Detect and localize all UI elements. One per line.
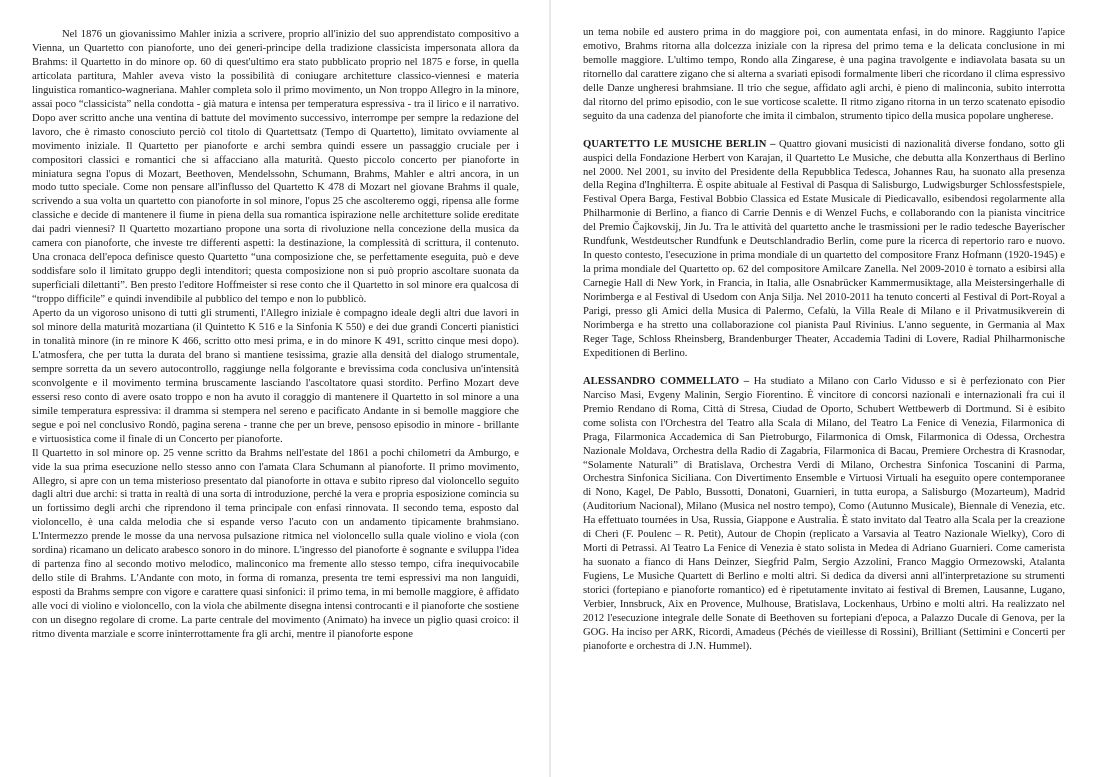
bio-quartetto-le-musiche bbox=[583, 138, 1065, 361]
paragraph-mahler-quartet: Nel 1876 un giovanissimo Mahler inizia a scrivere, proprio all'inizio del suo apprendistato compositivo a Vienna, un Quartetto con pianoforte, uno dei generi-principe della tradizione classicista impersonata allora da Brahms: il Quartetto in do minore op. 60 di quest'ultimo era stato pubblicato proprio nel 1875 e forse, in quella articolata partitura, Mahler aveva visto la possibilità di coniugare architetture classico-viennesi e materia linguistica romantico-wagneriana. Mahler completa solo il primo movimento, un Non troppo Allegro in la minore, assai poco “classicista” nella condotta - già matura e intensa per temperatura espressiva - tra il lirico e il narrativo. Dopo aver scritto anche una ventina di battute del movimento successivo, interrompe per sempre la redazione del lavoro, che è rimasto conosciuto perciò col titolo di Quartettsatz (Tempo di Quartetto), limitato ovviamente al movimento iniziale. Il Quartetto per pianoforte e archi sembra quindi essere un passaggio cruciale per i compositori classici e romantici che si affacciano alla maturità. Questo piccolo concerto per pianoforte in miniatura segna l'opus di Mozart, Beethoven, Mendelssohn, Schumann, Brahms, Mahler e altri ancora, in un modo tutto speciale. Come non pensare all'influsso del Quartetto K 478 di Mozart nel giovane Brahms il quale, scrivendo a sua volta un quartetto con pianoforte in sol minore, l'opus 25 che ascolteremo oggi, ripensa alle forme classiche e decide di mantenere il fiume in piena della sua romantica ispirazione nelle architetture solide ereditate dai padri viennesi? Il Quartetto mozartiano propone una sorta di rivoluzione nella concezione della musica da camera con pianoforte, che investe tre differenti aspetti: la destinazione, la complessità di scrittura, il contenuto. Una cronaca dell'epoca definisce questo Quartetto “una composizione che, se perfettamente eseguita, può e deve soddisfare solo il limitato gruppo degli intenditori; questa composizione non si può proprio ascoltare suonata da superficiali dilettanti”. Ben presto l'editore Hoffmeister si rese conto che il Quartetto in sol minore era qualcosa di “troppo difficile” e quindi invendibile al pubblico del tempo e non lo pubblicò. bbox=[32, 29, 519, 306]
right-text-column bbox=[583, 26, 1065, 654]
paragraph-brahms-continuation: un tema nobile ed austero prima in do maggiore poi, con aumentata enfasi, in do minore. Raggiunto l'apice emotivo, Brahms ritorna alla dolcezza iniziale con la ripresa del primo tema e la delicata conclusione in mi bemolle maggiore. L'ultimo tempo, Rondo alla Zingarese, è una pagina travolgente e indiavolata basata su un ritornello dal carattere zigano che si alterna a svariati episodi formalmente liberi che ricordano il clima espressivo delle Danze ungheresi brahmsiane. Il trio che segue, affidato agli archi, è pieno di malinconia, subito interrotta dal ritorno del primo episodio, con le sue vorticose scalette. Il ritmo zigano ritorna in un terzo scatenato episodio seguito da una cadenza del pianoforte che imita il cimbalon, strumento tipico della musica popolare ungherese. bbox=[583, 27, 1065, 122]
right-page bbox=[550, 0, 1100, 777]
paragraph-mozart-allegro: Aperto da un vigoroso unisono di tutti gli strumenti, l'Allegro iniziale è compagno ideale degli altri due lavori in sol minore della maturità mozartiana (il Quintetto K 516 e la Sinfonia K 550) e dei due grandi Concerti pianistici in tonalità minore (in re minore K 466, scritto otto mesi prima, e in do minore K 491, scritto cinque mesi dopo). L'atmosfera, che per tutta la durata del brano si mantiene tesissima, grazie alla densità del dialogo strumentale, sempre sorretta da un severo autocontrollo, raggiunge nella folgorante e brevissima coda conclusiva un'intensità sconvolgente e il movimento termina bruscamente lasciando l'ascoltatore quasi stordito. Perfino Mozart deve essersi reso conto di avere osato troppo e non ha avuto il coraggio di mantenere il Quartetto in sol minore a una simile temperatura espressiva: il dramma si stempera nel sereno e pacificato Andante in si bemolle maggiore che segue e poi nel conclusivo Rondò, pagina serena - tranne che per un breve, pensoso episodio in minore - brillante e virtuosistica come il finale di un Concerto per pianoforte. bbox=[32, 308, 519, 445]
left-text-column bbox=[32, 28, 519, 642]
bio-text-commellato: Ha studiato a Milano con Carlo Vidusso e si è perfezionato con Pier Narciso Masi, Evgeny Malinin, Sergio Fiorentino. È vincitore di concorsi nazionali e internazionali fra cui il Premio Rendano di Roma, Città di Stresa, Ciudad de Oporto, Schubert Wettbewerb di Dortmund. Si è esibito come solista con l'Orchestra del Teatro alla Scala di Milano, del Teatro La Fenice di Venezia, Filarmonica di Praga, Filarmonica Accademica di San Pietroburgo, Filarmonica di Omsk, Filarmonica di Odessa, Orchestra Nazionale Moldava, Orchestra della Radio di Zagabria, Filarmonica di Bacau, Premiere Orchestra di Krasnodar, “Solamente Naturali” di Bratislava, Orchestra Verdi di Milano, Orchestra Sinfonica Toscanini di Parma, Orchestra Sinfonica Siciliana. Con Divertimento Ensemble e Virtuosi Virtuali ha eseguito opere contemporanee di Nono, Kagel, De Pablo, Bussotti, Donatoni, Guarnieri, in tutta europa, a Salisburgo (Mozarteum), Madrid (Auditorium Nacional), Milano (Musica nel nostro tempo), Como (Autunno Musicale), Biennale di Venezia, etc. Ha effettuato tournées in Usa, Russia, Giappone e Australia. È stato invitato dal Teatro alla Scala per la creazione di Cherì (F. Poulenc – R. Petit), Autour de Chopin (replicato a Varsavia al Teatro Nazionale Wielky), Coro di Morti di Petrassi. Al Teatro La Fenice di Venezia è stato solista in Medea di Adriano Guarnieri. Come cameristа ha suonato a fianco di Hans Deinzer, Siegfrid Palm, Sergio Azzolini, Franco Maggio Ormezowski, Atalanta Fugiens, Le Musiche Quartett di Berlino e molti altri. Si dedica da diversi anni all'interpretazione su strumenti storici (fortepiano e pianoforte romantico) ed è ripetutamente invitato ai festival di Bremen, Lausanne, Lugano, Verbier, Innsbruck, Aix en Provence, Mulhouse, Bratislava, Lockenhaus, Urbino e molti altri. Ha realizzato nel 2012 l'esecuzione integrale delle Sonate di Beethoven su fortepiani d'epoca, a Palazzo Ducale di Genova, per la GOG. Ha inciso per ARK, Ricordi, Amadeus (Péchés de vieillesse di Rossini), Brilliant (Settimini e Concerti per pianoforte e orchestra di J.N. Hummel). bbox=[583, 375, 1065, 652]
bio-name-quartetto: QUARTETTO LE MUSICHE BERLIN – bbox=[583, 138, 776, 150]
bio-name-commellato: ALESSANDRO COMMELLATO – bbox=[583, 375, 750, 387]
paragraph-brahms-op25: Il Quartetto in sol minore op. 25 venne scritto da Brahms nell'estate del 1861 a pochi chilometri da Amburgo, e vide la sua prima esecuzione nello stesso anno con l'amata Clara Schumann al pianoforte. Il primo movimento, Allegro, si apre con un tema misterioso presentato dal pianoforte in ottava e subito ripreso dal violoncello seguito dagli altri due archi: si tratta in realtà di una sorta di introduzione, perché la vera e propria esposizione comincia su un fortissimo degli archi che riprendono il tema principale con enfasi rinnovata. Il secondo tema, esposto dal violoncello, è una calda melodia che si espande verso l'acuto con un andamento tipicamente brahmsiano. L'Intermezzo prende le mosse da una nervosa pulsazione ritmica nel violoncello sulla quale violino e viola (con sordina) ricamano un delicato arabesco sonoro in do minore. L'ingresso del pianoforte è sognante e sviluppa l'idea di partenza fino al secondo motivo melodico, malinconico ma fremente allo stesso tempo, cifra inequivocabile dello stile di Brahms. L'Andante con moto, in forma di romanza, presenta tre temi espressivi ma non languidi, esposti da Brahms sempre con vigore e carattere quasi sinfonici: il primo tema, in mi bemolle maggiore, è affidato alle voci di violino e violoncello, con la viola che abilmente disegna intensi controcanti e il pianoforte che sostiene con un disegno regolare di crome. La parte centrale del movimento (Animato) ha invece un piglio quasi croico: il ritmo diventa marziale e scorre ininterrottamente fra gli archi, mentre il pianoforte espone bbox=[32, 447, 519, 640]
bio-text-quartetto: Quattro giovani musicisti di nazionalità diverse fondano, sotto gli auspici della Fondazione Herbert von Karajan, il Quartetto Le Musiche, che debutta alla Konzerthaus di Berlino nel 2000. Nel 2001, su invito del Presidente della Repubblica Tedesca, Johannes Rau, ha suonato alla presenza della Regina d'Inghilterra. È ospite abituale al Festival di Pasqua di Salisburgo, Ludwigsburger Schlossfestspiele, Festival Opera Barga, Festival Bobbio Classica ed Estate Musicale di Piedicavallo, esibendosi regolarmente alla Philharmonie di Berlino, a fianco di Carrie Dennis e di Wenzel Fuchs, e collaborando con la pianista vincitrice del Premio Čajkovskij, Jin Ju. Tra le attività del quartetto anche le trasmissioni per le radio tedesche Bayerischer Rundfunk, Westdeutscher Rundfunk e Deutschlandradio Berlin, come pure la ricerca di repertorio raro e nuovo. In questo contesto, l'esecuzione in prima mondiale di un quartetto del compositore Franz Hofmann (1920-1945) e la prima mondiale del Quartetto op. 62 del compositore Amilcare Zanella. Nel 2009-2010 è tornato a esibirsi alla Carnegie Hall di New York, in Francia, in Italia, alle Osnabrücker Kammermusiktage, alla Meistersingerhalle di Norimberga e al Festival di Usedom con Anja Silja. Nel 2010-2011 ha tenuto concerti al Festival di Port-Royal a Parigi, presso gli Amici della Musica di Palermo, Cefalù, la Villa Reale di Milano e il Privatmusikverein di Norimberga e ha stretto una collaborazione col pianista Paul Rivinius. L'anno seguente, in Germania al Max Reger Tage, Schloss Rheinsberg, Brandenburger Theater, Accademia Tadini di Lovere, Radial Philharmonische Expeditionen di Berlino. bbox=[583, 138, 1065, 359]
bio-alessandro-commellato bbox=[583, 375, 1065, 654]
